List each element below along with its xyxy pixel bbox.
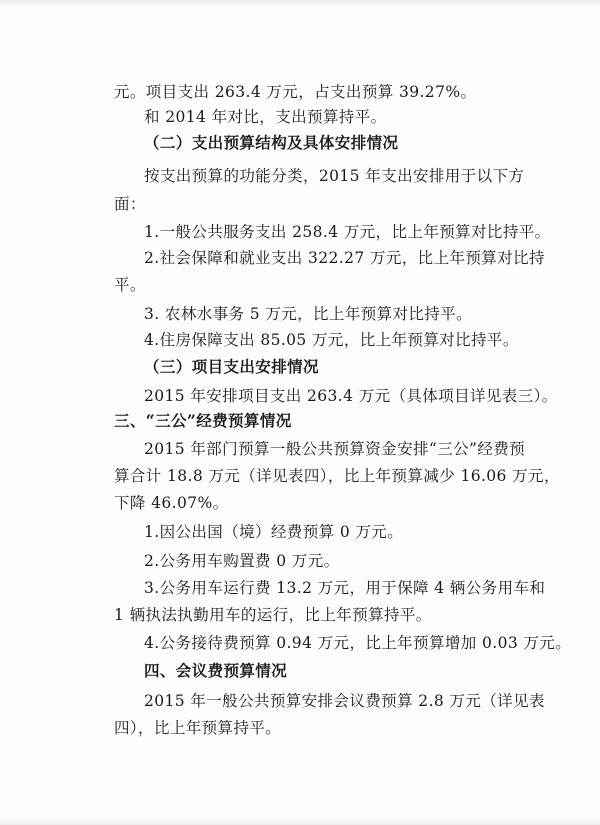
section-heading-3: （三）项目支出安排情况 — [144, 357, 319, 376]
list-item: 2.社会保障和就业支出 322.27 万元，比上年预算对比持 — [144, 249, 545, 267]
chapter-heading-four: 四、会议费预算情况 — [144, 661, 288, 680]
text-line: 平。 — [114, 276, 146, 294]
list-item: 2.公务用车购置费 0 万元。 — [144, 552, 340, 570]
list-item: 1.一般公共服务支出 258.4 万元，比上年预算对比持平。 — [144, 223, 551, 241]
list-item: 3. 农林水事务 5 万元，比上年预算对比持平。 — [144, 305, 473, 323]
text-line: 四），比上年预算持平。 — [114, 719, 282, 737]
text-line: 按支出预算的功能分类，2015 年支出安排用于以下方 — [144, 167, 525, 185]
list-item: 1.因公出国（境）经费预算 0 万元。 — [144, 523, 404, 541]
list-item: 3.公务用车运行费 13.2 万元，用于保障 4 辆公务用车和 — [144, 579, 546, 597]
text-line: 2015 年部门预算一般公共预算资金安排“三公”经费预 — [144, 440, 526, 458]
scan-edge-bottom — [0, 819, 600, 825]
text-line: 和 2014 年对比，支出预算持平。 — [144, 108, 387, 126]
text-line: 元。项目支出 263.4 万元，占支出预算 39.27%。 — [114, 83, 477, 101]
chapter-heading-three: 三、“三公”经费预算情况 — [114, 411, 292, 430]
list-item: 4.公务接待费预算 0.94 万元，比上年预算增加 0.03 万元。 — [144, 634, 572, 652]
text-line: 1 辆执法执勤用车的运行，比上年预算持平。 — [114, 606, 432, 624]
scan-edge-top — [0, 0, 600, 6]
section-heading-2: （二）支出预算结构及具体安排情况 — [144, 133, 399, 152]
text-line: 面： — [114, 195, 146, 213]
text-line: 2015 年安排项目支出 263.4 万元（具体项目详见表三）。 — [144, 387, 558, 405]
text-line: 下降 46.07%。 — [114, 494, 229, 512]
text-line: 2015 年一般公共预算安排会议费预算 2.8 万元（详见表 — [144, 692, 545, 710]
list-item: 4.住房保障支出 85.05 万元，比上年预算对比持平。 — [144, 331, 519, 349]
text-line: 算合计 18.8 万元（详见表四），比上年预算减少 16.06 万元， — [114, 467, 560, 485]
